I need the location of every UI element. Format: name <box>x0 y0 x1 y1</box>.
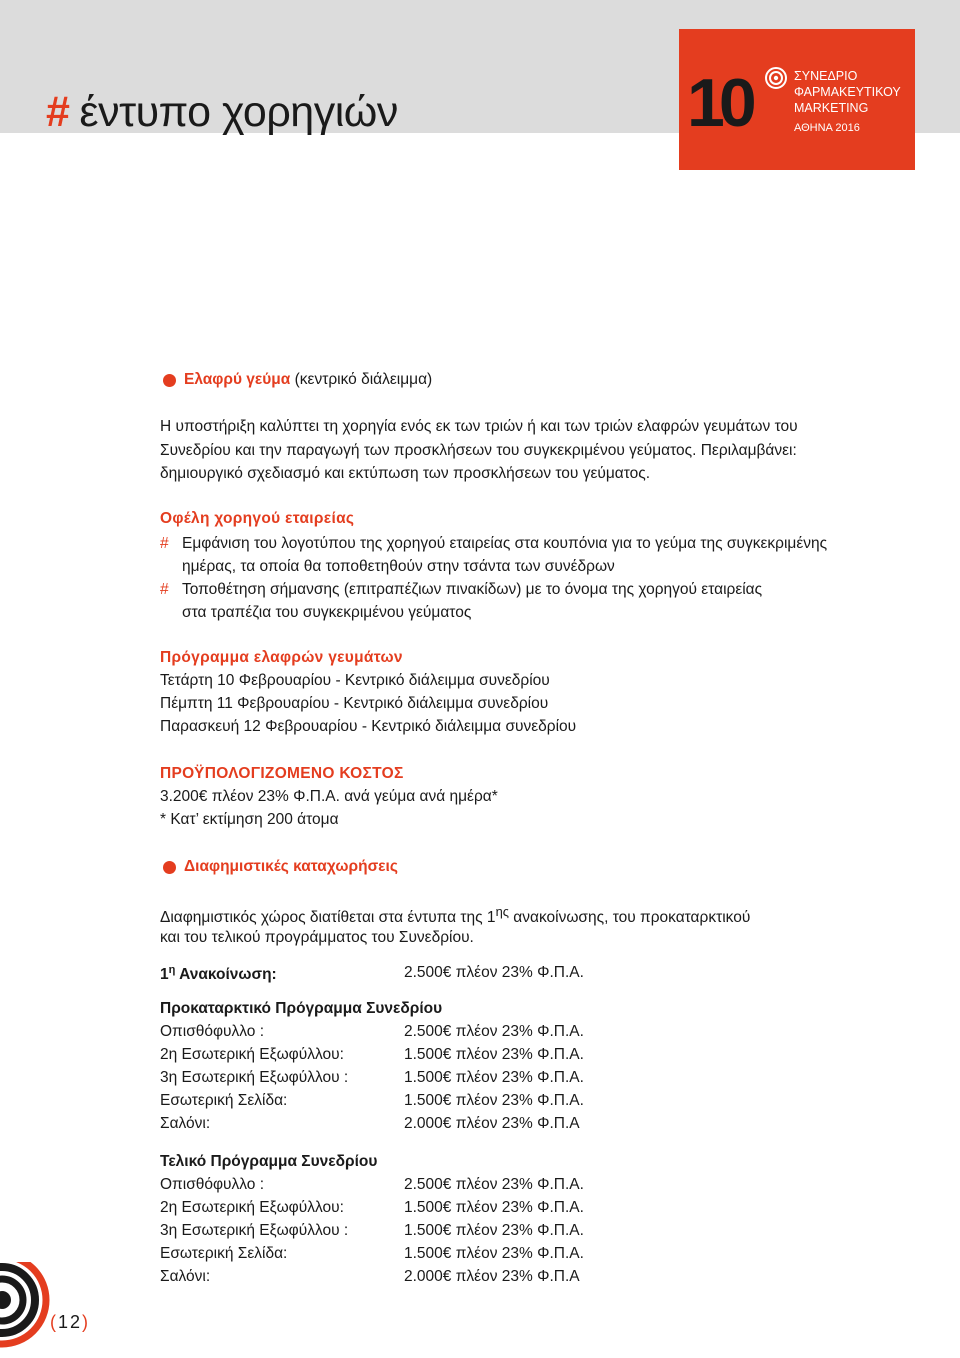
budget-line: 3.200€ πλέον 23% Φ.Π.Α. ανά γεύμα ανά ημέρα* <box>160 788 498 805</box>
program-heading: Πρόγραμμα ελαφρών γευμάτων <box>160 649 403 666</box>
row-label: Σαλόνι: <box>160 1115 211 1132</box>
section-ads-heading <box>163 858 398 876</box>
title-hash: # <box>46 88 70 136</box>
prelim-row <box>160 1092 584 1110</box>
budget-heading: ΠΡΟΫΠΟΛΟΓΙΖΟΜΕΝΟ ΚΟΣΤΟΣ <box>160 765 404 782</box>
final-row <box>160 1268 580 1286</box>
prelim-row <box>160 1046 584 1064</box>
logo-city: ΑΘΗΝΑ 2016 <box>794 122 860 134</box>
program-day: Παρασκευή 12 Φεβρουαρίου - Κεντρικό διάλειμμα συνεδρίου <box>160 718 577 735</box>
section-ads-title: Διαφημιστικές καταχωρήσεις <box>184 858 398 875</box>
final-heading: Τελικό Πρόγραμμα Συνεδρίου <box>160 1153 378 1170</box>
row-label: Εσωτερική Σελίδα: <box>160 1092 288 1109</box>
logo-number: 10 <box>687 65 751 141</box>
benefit-text-line2: στα τραπέζια του συγκεκριμένου γεύματος <box>182 604 472 621</box>
row-label: Εσωτερική Σελίδα: <box>160 1245 288 1262</box>
row-price: 2.500€ πλέον 23% Φ.Π.Α. <box>404 1176 584 1193</box>
final-row <box>160 1176 584 1194</box>
first-announcement-row <box>160 964 584 984</box>
final-row <box>160 1199 584 1217</box>
prelim-row <box>160 1115 580 1133</box>
section-lunch-description <box>160 415 880 486</box>
bullet-dot-icon <box>163 861 176 874</box>
section-lunch-title: Ελαφρύ γεύμα <box>184 371 291 388</box>
logo-line-2: ΦΑΡΜΑΚΕΥΤΙΚΟΥ <box>794 85 901 99</box>
section-lunch-subtitle: (κεντρικό διάλειμμα) <box>294 371 433 388</box>
target-decoration-icon <box>0 1262 60 1358</box>
first-announcement-price: 2.500€ πλέον 23% Φ.Π.Α. <box>404 964 584 981</box>
hash-bullet: # <box>160 535 169 552</box>
prelim-row <box>160 1069 584 1087</box>
first-label-text: Ανακοίνωση: <box>175 966 277 984</box>
logo-line-3: MARKETING <box>794 101 869 115</box>
description-line: Η υποστήριξη καλύπτει τη χορηγία ενός εκ των τριών ή και των τριών ελαφρών γευμάτων του <box>160 418 798 435</box>
target-icon <box>765 67 787 89</box>
row-label: Οπισθόφυλλο : <box>160 1176 265 1193</box>
first-label-sup: η <box>168 964 176 976</box>
page-number <box>50 1312 90 1333</box>
title-text: έντυπο χορηγιών <box>79 88 398 136</box>
page-bracket-open: ( <box>50 1312 58 1332</box>
first-announcement-label <box>160 966 277 983</box>
benefits-heading: Οφέλη χορηγού εταιρείας <box>160 510 355 527</box>
bullet-dot-icon <box>163 374 176 387</box>
conference-logo <box>679 29 915 170</box>
row-label: 2η Εσωτερική Εξωφύλλου: <box>160 1199 344 1216</box>
benefit-text-line2: ημέρας, τα οποία θα τοποθετηθούν στην τσάντα των συνέδρων <box>182 558 615 575</box>
program-day: Τετάρτη 10 Φεβρουαρίου - Κεντρικό διάλειμμα συνεδρίου <box>160 672 550 689</box>
row-price: 2.500€ πλέον 23% Φ.Π.Α. <box>404 1023 584 1040</box>
logo-line-1: ΣΥΝΕΔΡΙΟ <box>794 69 858 83</box>
page-number-value: 12 <box>58 1312 83 1332</box>
row-label: Οπισθόφυλλο : <box>160 1023 265 1040</box>
page-bracket-close: ) <box>82 1312 91 1332</box>
ads-intro-line1 <box>160 904 750 927</box>
row-label: Σαλόνι: <box>160 1268 211 1285</box>
budget-note: * Κατ’ εκτίμηση 200 άτομα <box>160 811 339 828</box>
final-row <box>160 1245 584 1263</box>
final-row <box>160 1222 584 1240</box>
row-price: 1.500€ πλέον 23% Φ.Π.Α. <box>404 1199 584 1216</box>
benefit-item <box>160 578 880 624</box>
ads-intro-a: Διαφημιστικός χώρος διατίθεται στα έντυπα της 1 <box>160 909 496 927</box>
page-title <box>46 88 398 137</box>
description-line: δημιουργικό σχεδιασμό και εκτύπωση των προσκλήσεων του γεύματος. <box>160 465 651 482</box>
ads-intro-b: ανακοίνωσης, του προκαταρκτικού <box>508 909 751 927</box>
prelim-heading: Προκαταρκτικό Πρόγραμμα Συνεδρίου <box>160 1000 443 1017</box>
row-price: 1.500€ πλέον 23% Φ.Π.Α. <box>404 1069 584 1086</box>
row-price: 1.500€ πλέον 23% Φ.Π.Α. <box>404 1092 584 1109</box>
benefit-text-line1: Εμφάνιση του λογοτύπου της χορηγού εταιρείας στα κουπόνια για το γεύμα της συγκεκριμένης <box>182 535 828 552</box>
row-price: 1.500€ πλέον 23% Φ.Π.Α. <box>404 1222 584 1239</box>
hash-bullet: # <box>160 581 169 598</box>
section-lunch-heading <box>163 371 432 389</box>
prelim-row <box>160 1023 584 1041</box>
row-price: 2.000€ πλέον 23% Φ.Π.Α <box>404 1268 580 1285</box>
logo-text <box>794 68 901 136</box>
row-price: 2.000€ πλέον 23% Φ.Π.Α <box>404 1115 580 1132</box>
benefit-item <box>160 532 880 578</box>
description-line: Συνεδρίου και την παραγωγή των προσκλήσεων του συγκεκριμένου γεύματος. Περιλαμβάνει: <box>160 441 797 459</box>
benefit-text-line1: Τοποθέτηση σήμανσης (επιτραπέζιων πινακίδων) με το όνομα της χορηγού εταιρείας <box>182 581 763 598</box>
row-label: 2η Εσωτερική Εξωφύλλου: <box>160 1046 344 1063</box>
first-label-number: 1 <box>160 966 169 984</box>
ads-intro-sup: ης <box>495 904 509 919</box>
row-label: 3η Εσωτερική Εξωφύλλου : <box>160 1069 349 1086</box>
program-day: Πέμπτη 11 Φεβρουαρίου - Κεντρικό διάλειμμα συνεδρίου <box>160 695 549 712</box>
row-price: 1.500€ πλέον 23% Φ.Π.Α. <box>404 1046 584 1063</box>
row-label: 3η Εσωτερική Εξωφύλλου : <box>160 1222 349 1239</box>
row-price: 1.500€ πλέον 23% Φ.Π.Α. <box>404 1245 584 1262</box>
ads-intro-line2: και του τελικού προγράμματος του Συνεδρίου. <box>160 929 474 946</box>
